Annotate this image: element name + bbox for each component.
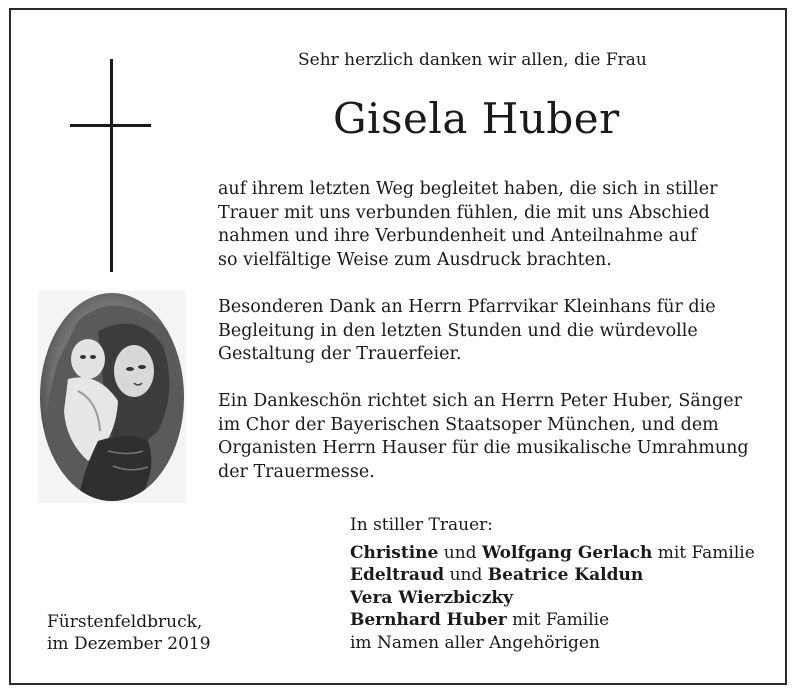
text-line: Besonderen Dank an Herrn Pfarrvikar Kleinhans für die <box>218 297 716 317</box>
paragraph-pastor <box>218 296 716 367</box>
mourner-line: im Namen aller Angehörigen <box>350 632 600 653</box>
mourners-list <box>350 542 755 654</box>
place-date <box>47 611 211 656</box>
text-line: so vielfältige Weise zum Ausdruck brachten. <box>218 249 612 270</box>
mourner-line: Christine und Wolfgang Gerlach mit Familie <box>350 543 755 563</box>
text-line: im Chor der Bayerischen Staatsoper München, und dem <box>218 414 719 435</box>
mourners-title: In stiller Trauer: <box>350 515 493 535</box>
text-line: Organisten Herrn Hauser für die musikalische Umrahmung <box>218 438 749 459</box>
paragraph-thanks <box>218 178 717 272</box>
text-line: Trauer mit uns verbunden fühlen, die mit uns Abschied <box>218 202 710 223</box>
paragraph-music <box>218 390 749 484</box>
text-line: der Trauermesse. <box>218 461 375 482</box>
deceased-name: Gisela Huber <box>333 94 620 143</box>
text-line: nahmen und ihre Verbundenheit und Anteilnahme auf <box>218 226 697 247</box>
place: Fürstenfeldbruck, <box>47 612 203 632</box>
text-line: auf ihrem letzten Weg begleitet haben, die sich in stiller <box>218 179 718 199</box>
mourner-line: Edeltraud und Beatrice Kaldun <box>350 565 644 586</box>
text-line: Ein Dankeschön richtet sich an Herrn Peter Huber, Sänger <box>218 391 742 411</box>
mourner-line: Bernhard Huber mit Familie <box>350 610 610 631</box>
text-line: Gestaltung der Trauerfeier. <box>218 344 462 365</box>
date: im Dezember 2019 <box>47 634 211 655</box>
cross-icon <box>110 59 113 272</box>
intro-line: Sehr herzlich danken wir allen, die Frau <box>298 50 647 70</box>
mourner-line: Vera Wierzbiczky <box>350 587 514 608</box>
text-line: Begleitung in den letzten Stunden und die würdevolle <box>218 320 698 341</box>
cross-icon-bar <box>70 124 151 127</box>
madonna-image <box>38 291 186 503</box>
madonna-and-child-icon <box>38 291 186 503</box>
